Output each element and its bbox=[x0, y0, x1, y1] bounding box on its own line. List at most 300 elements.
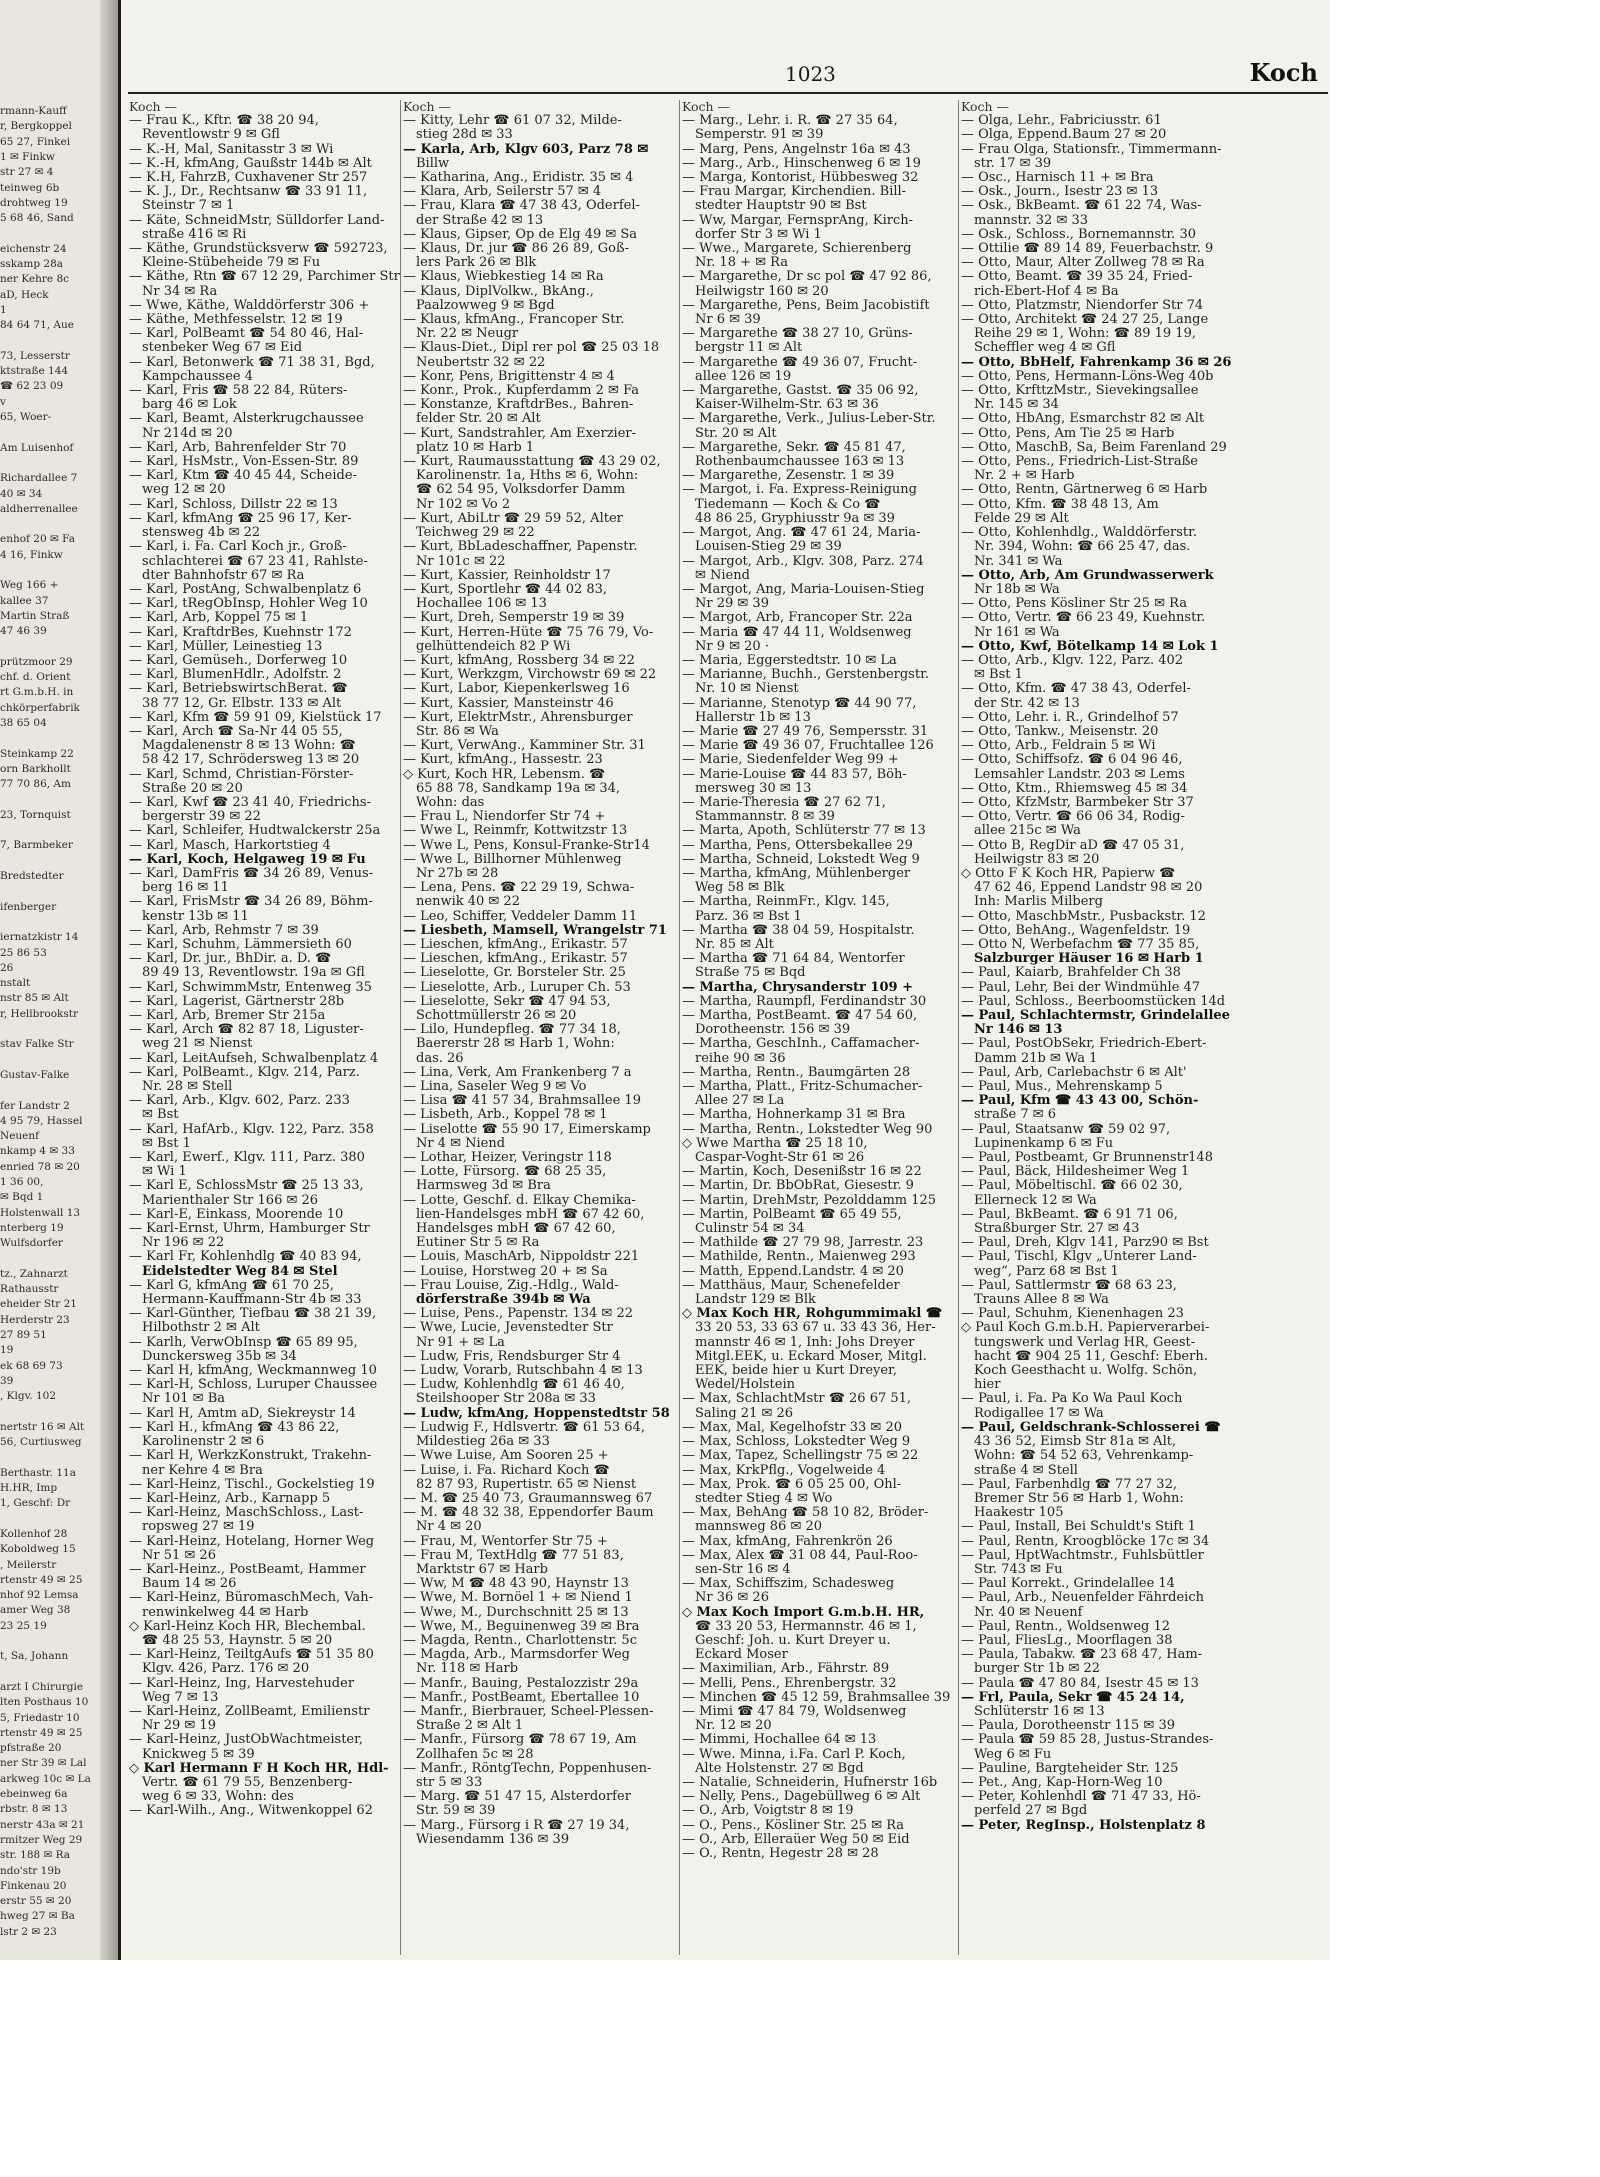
directory-entry: — Otto, Pens., Friedrich-List-Straße bbox=[961, 455, 1199, 470]
directory-column-2 bbox=[402, 100, 676, 1980]
directory-entry: — Karl-E, Einkass, Moorende 10 bbox=[129, 1207, 344, 1222]
directory-entry: Landstr 129 ✉ Blk bbox=[695, 1293, 816, 1308]
directory-entry: Billw bbox=[416, 156, 450, 171]
directory-entry: dter Bahnhofstr 67 ✉ Ra bbox=[142, 568, 305, 583]
gutter-text-fragment: 23 25 19 bbox=[0, 1619, 47, 1632]
directory-entry: Teichweg 29 ✉ 22 bbox=[416, 526, 535, 541]
directory-entry: — Martin, DrehMstr, Pezolddamm 125 bbox=[682, 1193, 937, 1208]
directory-entry: gelhüttendeich 82 P Wi bbox=[416, 639, 571, 654]
directory-entry: stedter Hauptstr 90 ✉ Bst bbox=[695, 199, 867, 214]
directory-entry: — Karl-Heinz, TeiltgAufs ☎ 51 35 80 bbox=[129, 1648, 374, 1663]
directory-entry: rich-Ebert-Hof 4 ✉ Ba bbox=[974, 284, 1119, 299]
gutter-text-fragment: ek 68 69 73 bbox=[0, 1359, 63, 1372]
directory-entry: Koch Geesthacht u. Wolfg. Schön, bbox=[974, 1364, 1198, 1379]
gutter-text-fragment: 25 86 53 bbox=[0, 946, 47, 959]
gutter-text-fragment: arkweg 10c ✉ La bbox=[0, 1772, 91, 1785]
gutter-text-fragment: nstr 85 ✉ Alt bbox=[0, 992, 69, 1005]
gutter-text-fragment: 4 95 79, Hassel bbox=[0, 1114, 83, 1127]
directory-entry: — Ludw, Vorarb, Rutschbahn 4 ✉ 13 bbox=[403, 1364, 643, 1379]
directory-entry: — Ottilie ☎ 89 14 89, Feuerbachstr. 9 bbox=[961, 242, 1214, 257]
directory-entry: — Martha ☎ 71 64 84, Wentorfer bbox=[682, 952, 905, 967]
directory-entry: — Karl, HafArb., Klgv. 122, Parz. 358 bbox=[129, 1122, 374, 1137]
directory-entry: — Karl H, Amtm aD, Siekreystr 14 bbox=[129, 1406, 356, 1421]
directory-entry: — Paul, Postbeamt, Gr Brunnenstr148 bbox=[961, 1151, 1213, 1166]
directory-entry: — Paul, Schlachtermstr, Grindelallee bbox=[961, 1009, 1230, 1023]
directory-entry: — Wwe. Minna, i.Fa. Carl P. Koch, bbox=[682, 1747, 906, 1762]
directory-entry: nenwik 40 ✉ 22 bbox=[416, 895, 520, 910]
directory-entry: — K.-H, Mal, Sanitasstr 3 ✉ Wi bbox=[129, 142, 334, 157]
gutter-text-fragment: Finkenau 20 bbox=[0, 1879, 67, 1892]
directory-entry: — Karl, SchwimmMstr, Entenweg 35 bbox=[129, 980, 372, 995]
directory-entry: allee 126 ✉ 19 bbox=[695, 369, 792, 384]
gutter-text-fragment: Neuenf bbox=[0, 1130, 40, 1143]
directory-entry: — Maria, Eggerstedtstr. 10 ✉ La bbox=[682, 653, 897, 668]
gutter-text-fragment: drohtweg 19 bbox=[0, 196, 68, 209]
gutter-text-fragment: fer Landstr 2 bbox=[0, 1099, 70, 1112]
directory-entry: — Otto, Arb, Am Grundwasserwerk bbox=[961, 568, 1214, 583]
directory-entry: — Martin, Dr. BbObRat, Giesestr. 9 bbox=[682, 1179, 914, 1194]
directory-entry: — Lisbeth, Arb., Koppel 78 ✉ 1 bbox=[403, 1108, 608, 1123]
gutter-text-fragment: lstr 2 ✉ 23 bbox=[0, 1925, 57, 1938]
directory-entry: Schlüterstr 16 ✉ 13 bbox=[974, 1704, 1105, 1719]
directory-entry: weg 21 ✉ Nienst bbox=[142, 1037, 253, 1052]
directory-entry: — Karla, Arb, Klgv 603, Parz 78 ✉ bbox=[403, 142, 649, 157]
directory-entry: Straße 2 ✉ Alt 1 bbox=[416, 1719, 524, 1734]
directory-entry: Nr. 22 ✉ Neugr bbox=[416, 327, 519, 342]
directory-entry: — Karl, PolBeamt., Klgv. 214, Parz. bbox=[129, 1065, 360, 1080]
directory-entry: Neubertstr 32 ✉ 22 bbox=[416, 355, 546, 370]
directory-entry: — Paul, Install, Bei Schuldt's Stift 1 bbox=[961, 1520, 1196, 1535]
directory-entry: — Käthe, Rtn ☎ 67 12 29, Parchimer Str bbox=[129, 270, 400, 285]
directory-entry: — Karl, Arb, Koppel 75 ✉ 1 bbox=[129, 611, 309, 626]
directory-entry: — Lisa ☎ 41 57 34, Brahmsallee 19 bbox=[403, 1094, 641, 1109]
directory-entry: — Karl-Heinz., PostBeamt, Hammer bbox=[129, 1562, 366, 1577]
directory-entry: — Klaus, Dr. jur ☎ 86 26 89, Goß- bbox=[403, 242, 630, 257]
gutter-text-fragment: 1 36 00, bbox=[0, 1176, 44, 1188]
directory-entry: — Magda, Rentn., Charlottenstr. 5c bbox=[403, 1633, 637, 1648]
gutter-text-fragment: chkörperfabrik bbox=[0, 701, 80, 714]
directory-entry: — Olga, Eppend.Baum 27 ✉ 20 bbox=[961, 128, 1167, 143]
directory-entry: 33 20 53, 33 63 67 u. 33 43 36, Her- bbox=[695, 1321, 936, 1336]
directory-entry: — Karl-Heinz, Arb., Karnapp 5 bbox=[129, 1491, 331, 1506]
directory-entry: — Karl, Masch, Harkortstieg 4 bbox=[129, 838, 331, 853]
directory-entry: Kampchaussee 4 bbox=[142, 369, 254, 384]
directory-entry: — Karl-Heinz, BüromaschMech, Vah- bbox=[129, 1591, 374, 1606]
directory-entry: — Karl, Arb, Rehmstr 7 ✉ 39 bbox=[129, 923, 319, 938]
directory-entry: — Lieselotte, Sekr ☎ 47 94 53, bbox=[403, 994, 611, 1009]
directory-entry: — Wwe, M. Bornöel 1 + ✉ Niend 1 bbox=[403, 1591, 633, 1606]
directory-entry: — K.H, FahrzB, Cuxhavener Str 257 bbox=[129, 171, 368, 186]
gutter-text-fragment: rmitzer Weg 29 bbox=[0, 1833, 83, 1846]
directory-entry: — Karl H, kfmAng, Weckmannweg 10 bbox=[129, 1364, 377, 1379]
directory-entry: Steilshooper Str 208a ✉ 33 bbox=[416, 1392, 596, 1407]
directory-entry: — Karl-Heinz, ZollBeamt, Emilienstr bbox=[129, 1704, 370, 1719]
directory-entry: — Karl, tRegObInsp, Hohler Weg 10 bbox=[129, 597, 368, 612]
directory-entry: — Karl, Koch, Helgaweg 19 ✉ Fu bbox=[129, 852, 366, 867]
directory-entry: — Peter, RegInsp., Holstenplatz 8 bbox=[961, 1818, 1206, 1833]
directory-entry: — Karl, HsMstr., Von-Essen-Str. 89 bbox=[129, 455, 359, 470]
directory-entry: Str. 86 ✉ Wa bbox=[416, 724, 499, 739]
directory-entry: — Paul, Rentn., Woldsenweg 12 bbox=[961, 1619, 1171, 1634]
directory-entry: — Karl, Arb., Klgv. 602, Parz. 233 bbox=[129, 1094, 350, 1109]
directory-entry: Magdalenenstr 8 ✉ 13 Wohn: ☎ bbox=[142, 739, 356, 754]
gutter-text-fragment: v bbox=[0, 395, 6, 408]
gutter-text-fragment: Steinkamp 22 bbox=[0, 747, 74, 760]
directory-entry: — Karl, Schleifer, Hudtwalckerstr 25a bbox=[129, 824, 381, 839]
gutter-text-fragment: arzt I Chirurgie bbox=[0, 1680, 84, 1693]
gutter-text-fragment: Wulfsdorfer bbox=[0, 1237, 63, 1250]
directory-entry: Reventlowstr 9 ✉ Gfl bbox=[142, 128, 280, 143]
directory-entry: Nr 51 ✉ 26 bbox=[142, 1548, 216, 1563]
directory-entry: Nr 146 ✉ 13 bbox=[974, 1023, 1063, 1038]
directory-entry: felder Str. 20 ✉ Alt bbox=[416, 412, 541, 427]
directory-entry: — Ww, M ☎ 48 43 90, Haynstr 13 bbox=[403, 1577, 629, 1592]
gutter-text-fragment: 7, Barmbeker bbox=[0, 839, 73, 852]
directory-entry: — Frau, M, Wentorfer Str 75 + bbox=[403, 1534, 608, 1549]
directory-entry: — Karl, Gemüseh., Dorferweg 10 bbox=[129, 653, 348, 668]
directory-entry: — Martha, ReinmFr., Klgv. 145, bbox=[682, 895, 890, 910]
gutter-text-fragment: rt G.m.b.H. in bbox=[0, 686, 74, 699]
gutter-text-fragment: ifenberger bbox=[0, 900, 57, 913]
directory-entry: — Otto, Vertr. ☎ 66 06 34, Rodig- bbox=[961, 810, 1185, 825]
directory-entry: — Paul, HptWachtmstr., Fuhlsbüttler bbox=[961, 1548, 1204, 1563]
directory-entry: — Karl, Schuhm, Lämmersieth 60 bbox=[129, 937, 352, 952]
gutter-text-fragment: aldherrenallee bbox=[0, 502, 78, 515]
directory-entry: — Konr, Pens, Brigittenstr 4 ✉ 4 bbox=[403, 369, 615, 384]
directory-entry: — Otto, HbAng, Esmarchstr 82 ✉ Alt bbox=[961, 412, 1205, 427]
directory-entry: — Max, Tapez, Schellingstr 75 ✉ 22 bbox=[682, 1449, 919, 1464]
gutter-text-fragment: Weg 166 + bbox=[0, 579, 59, 592]
directory-entry: hacht ☎ 904 25 11, Geschf: Eberh. bbox=[974, 1349, 1208, 1364]
directory-entry: Wohn: das bbox=[416, 795, 485, 810]
gutter-text-fragment: lten Posthaus 10 bbox=[0, 1696, 89, 1709]
directory-entry: — Katharina, Ang., Eridistr. 35 ✉ 4 bbox=[403, 171, 634, 186]
directory-entry: — Max, kfmAng, Fahrenkrön 26 bbox=[682, 1534, 893, 1549]
directory-entry: perfeld 27 ✉ Bgd bbox=[974, 1804, 1088, 1819]
directory-entry: — Otto, BehAng., Wagenfeldstr. 19 bbox=[961, 923, 1191, 938]
directory-entry: Eidelstedter Weg 84 ✉ Stel bbox=[142, 1264, 338, 1279]
directory-entry: — Otto, Arb., Feldrain 5 ✉ Wi bbox=[961, 739, 1156, 754]
directory-entry: — Karl, Arb, Bahrenfelder Str 70 bbox=[129, 440, 347, 455]
gutter-text-fragment: 40 ✉ 34 bbox=[0, 487, 43, 500]
directory-entry: Nr 196 ✉ 22 bbox=[142, 1236, 225, 1251]
directory-entry: straße 416 ✉ Ri bbox=[142, 227, 247, 242]
gutter-text-fragment: chf. d. Orient bbox=[0, 671, 71, 684]
directory-entry: — Lena, Pens. ☎ 22 29 19, Schwa- bbox=[403, 881, 635, 896]
directory-column-1 bbox=[128, 100, 402, 1980]
directory-entry: — Otto, Pens Kösliner Str 25 ✉ Ra bbox=[961, 597, 1187, 612]
directory-entry: — Kurt, Herren-Hüte ☎ 75 76 79, Vo- bbox=[403, 625, 654, 640]
column-head: Koch — bbox=[129, 100, 178, 114]
directory-entry: — Karl, Beamt, Alsterkrugchaussee bbox=[129, 412, 364, 427]
directory-entry: — Otto, BbHelf, Fahrenkamp 36 ✉ 26 bbox=[961, 355, 1232, 370]
gutter-text-fragment: tz., Zahnarzt bbox=[0, 1267, 68, 1280]
directory-entry: — Liselotte ☎ 55 90 17, Eimerskamp bbox=[403, 1122, 651, 1137]
directory-entry: — Paul, Rentn, Kroogblöcke 17c ✉ 34 bbox=[961, 1534, 1210, 1549]
gutter-text-fragment: 5 68 46, Sand bbox=[0, 212, 74, 225]
directory-entry: — Margot, Ang, Maria-Louisen-Stieg bbox=[682, 582, 925, 597]
directory-entry: Steinstr 7 ✉ 1 bbox=[142, 199, 235, 214]
directory-entry: mannsweg 86 ✉ 20 bbox=[695, 1520, 823, 1535]
directory-entry: Klgv. 426, Parz. 176 ✉ 20 bbox=[142, 1662, 310, 1677]
directory-entry: Dunckersweg 35b ✉ 34 bbox=[142, 1349, 297, 1364]
directory-entry: — Ludwig F., Hdlsvertr. ☎ 61 53 64, bbox=[403, 1420, 645, 1435]
directory-entry: — Wwe Luise, Am Sooren 25 + bbox=[403, 1449, 609, 1464]
directory-entry: — Martha, Rentn., Baumgärten 28 bbox=[682, 1065, 911, 1080]
directory-entry: Nr 18b ✉ Wa bbox=[974, 582, 1060, 597]
directory-entry: dorfer Str 3 ✉ Wi 1 bbox=[695, 227, 822, 242]
directory-entry: — Karl, Arch ☎ Sa-Nr 44 05 55, bbox=[129, 724, 343, 739]
directory-entry: — Karl, Betonwerk ☎ 71 38 31, Bgd, bbox=[129, 355, 375, 370]
directory-entry: — Kurt, AbiLtr ☎ 29 59 52, Alter bbox=[403, 511, 623, 526]
directory-entry: — Frau M, TextHdlg ☎ 77 51 83, bbox=[403, 1548, 624, 1563]
directory-entry: — Lieselotte, Arb., Luruper Ch. 53 bbox=[403, 980, 631, 995]
directory-entry: — Margarethe ☎ 38 27 10, Grüns- bbox=[682, 327, 913, 342]
gutter-text-fragment: enhof 20 ✉ Fa bbox=[0, 533, 75, 546]
directory-entry: — Liesbeth, Mamsell, Wrangelstr 71 bbox=[403, 923, 667, 938]
directory-entry: Trauns Allee 8 ✉ Wa bbox=[974, 1293, 1109, 1308]
scan-background bbox=[1330, 0, 1600, 1960]
directory-entry: Damm 21b ✉ Wa 1 bbox=[974, 1051, 1098, 1066]
gutter-text-fragment: nhof 92 Lemsa bbox=[0, 1589, 79, 1602]
directory-entry: — Paul, Arb, Carlebachstr 6 ✉ Alt' bbox=[961, 1065, 1187, 1080]
gutter-text-fragment: H.HR, Imp bbox=[0, 1482, 58, 1494]
directory-entry: Marktstr 67 ✉ Harb bbox=[416, 1562, 548, 1577]
directory-entry: Rothenbaumchaussee 163 ✉ 13 bbox=[695, 455, 905, 470]
gutter-text-fragment: 4 16, Finkw bbox=[0, 548, 63, 561]
gutter-text-fragment: rtenstr 49 ✉ 25 bbox=[0, 1726, 83, 1739]
gutter-text-fragment: 39 bbox=[0, 1374, 14, 1387]
directory-entry: Nr 29 ✉ 39 bbox=[695, 597, 769, 612]
directory-entry: — Otto, MaschbMstr., Pusbackstr. 12 bbox=[961, 909, 1206, 924]
directory-entry: Paalzowweg 9 ✉ Bgd bbox=[416, 298, 555, 313]
directory-entry: — Martha, PostBeamt. ☎ 47 54 60, bbox=[682, 1009, 918, 1023]
directory-entry: 43 36 52, Eimsb Str 81a ✉ Alt, bbox=[974, 1435, 1177, 1450]
gutter-text-fragment: Rathausstr bbox=[0, 1283, 59, 1296]
gutter-text-fragment: t, Sa, Johann bbox=[0, 1650, 69, 1663]
directory-entry: ◇ Karl-Heinz Koch HR, Blechembal. bbox=[129, 1619, 366, 1634]
directory-entry: Scheffler weg 4 ✉ Gfl bbox=[974, 341, 1116, 356]
column-head: Koch — bbox=[403, 100, 452, 114]
column-divider bbox=[958, 100, 959, 1955]
directory-entry: — Kurt, Labor, Kiepenkerlsweg 16 bbox=[403, 682, 630, 697]
header-rule bbox=[128, 92, 1328, 94]
directory-entry: — Otto, Pens, Hermann-Löns-Weg 40b bbox=[961, 369, 1214, 384]
directory-entry: Nr. 145 ✉ 34 bbox=[974, 398, 1059, 413]
gutter-text-fragment: 65 27, Finkei bbox=[0, 135, 71, 148]
directory-entry: ☎ 62 54 95, Volksdorfer Damm bbox=[416, 483, 626, 498]
directory-entry: Weg 58 ✉ Blk bbox=[695, 881, 785, 896]
directory-column-4 bbox=[960, 100, 1234, 1980]
directory-entry: — Karlh, VerwObInsp ☎ 65 89 95, bbox=[129, 1335, 358, 1350]
directory-entry: — Otto, KfzMstr, Barmbeker Str 37 bbox=[961, 795, 1194, 810]
directory-entry: Nr 214d ✉ 20 bbox=[142, 426, 233, 441]
gutter-text-fragment: ndo'str 19b bbox=[0, 1864, 61, 1877]
directory-entry: Wedel/Holstein bbox=[695, 1378, 795, 1393]
directory-entry: — Karl, KraftdrBes, Kuehnstr 172 bbox=[129, 625, 352, 640]
directory-entry: — Konr., Prok., Kupferdamm 2 ✉ Fa bbox=[403, 384, 639, 399]
directory-entry: — Mathilde, Rentn., Maienweg 293 bbox=[682, 1250, 916, 1265]
gutter-text-fragment: stav Falke Str bbox=[0, 1038, 74, 1051]
directory-entry: — Lotte, Geschf. d. Elkay Chemika- bbox=[403, 1193, 636, 1208]
gutter-text-fragment: , Klgv. 102 bbox=[0, 1390, 57, 1403]
directory-entry: schlachterei ☎ 67 23 41, Rahlste- bbox=[142, 554, 368, 569]
directory-entry: stieg 28d ✉ 33 bbox=[416, 128, 513, 143]
directory-entry: — Otto, Rentn, Gärtnerweg 6 ✉ Harb bbox=[961, 483, 1208, 498]
directory-entry: Straßburger Str. 27 ✉ 43 bbox=[974, 1222, 1140, 1237]
directory-entry: — Matth, Eppend.Landstr. 4 ✉ 20 bbox=[682, 1264, 904, 1279]
directory-entry: Bremer Str 56 ✉ Harb 1, Wohn: bbox=[974, 1491, 1184, 1506]
gutter-text-fragment: str. 188 ✉ Ra bbox=[0, 1849, 71, 1862]
gutter-text-fragment: eheider Str 21 bbox=[0, 1298, 77, 1311]
directory-entry: — Paul, Staatsanw ☎ 59 02 97, bbox=[961, 1122, 1171, 1137]
directory-entry: 48 86 25, Gryphiusstr 9a ✉ 39 bbox=[695, 511, 895, 526]
directory-entry: kenstr 13b ✉ 11 bbox=[142, 909, 249, 924]
directory-entry: — Karl, PolBeamt ☎ 54 80 46, Hal- bbox=[129, 327, 364, 342]
directory-entry: — Pet., Ang, Kap-Horn-Weg 10 bbox=[961, 1775, 1163, 1790]
directory-entry: — O., Arb, Voigtstr 8 ✉ 19 bbox=[682, 1804, 854, 1819]
directory-entry: — Frau Margar, Kirchendien. Bill- bbox=[682, 185, 907, 200]
directory-entry: — Marg. ☎ 51 47 15, Alsterdorfer bbox=[403, 1790, 631, 1805]
directory-entry: — Martha, Hohnerkamp 31 ✉ Bra bbox=[682, 1108, 906, 1123]
directory-entry: — O., Pens., Kösliner Str. 25 ✉ Ra bbox=[682, 1818, 905, 1833]
directory-entry: — Karl, LeitAufseh, Schwalbenplatz 4 bbox=[129, 1051, 379, 1066]
directory-entry: Nr 6 ✉ 39 bbox=[695, 313, 761, 328]
directory-entry: — Karl, Müller, Leinestieg 13 bbox=[129, 639, 323, 654]
directory-entry: — Pauline, Bargteheider Str. 125 bbox=[961, 1761, 1179, 1776]
directory-entry: — Otto, Kwf, Bötelkamp 14 ✉ Lok 1 bbox=[961, 639, 1219, 654]
directory-entry: Str. 59 ✉ 39 bbox=[416, 1804, 496, 1819]
directory-entry: — Margarethe, Pens, Beim Jacobistift bbox=[682, 298, 930, 313]
directory-entry: — Marga, Kontorist, Hübbesweg 32 bbox=[682, 171, 919, 186]
directory-entry: — Marianne, Buchh., Gerstenbergstr. bbox=[682, 668, 929, 683]
directory-entry: Rodigallee 17 ✉ Wa bbox=[974, 1406, 1104, 1421]
directory-entry: — Marie, Siedenfelder Weg 99 + bbox=[682, 753, 899, 768]
directory-entry: — Manfr., Fürsorg ☎ 78 67 19, Am bbox=[403, 1733, 637, 1748]
directory-entry: — Frl, Paula, Sekr ☎ 45 24 14, bbox=[961, 1690, 1185, 1705]
directory-entry: — Martha ☎ 38 04 59, Hospitalstr. bbox=[682, 923, 915, 938]
directory-entry: — Paul Korrekt., Grindelallee 14 bbox=[961, 1577, 1175, 1592]
gutter-text-fragment: iernatzkistr 14 bbox=[0, 931, 79, 944]
directory-entry: Knickweg 5 ✉ 39 bbox=[142, 1747, 255, 1762]
directory-entry: — Klaus, kfmAng., Francoper Str. bbox=[403, 313, 625, 328]
directory-entry: — Wwe L, Billhorner Mühlenweg bbox=[403, 852, 622, 867]
column-head: Koch — bbox=[961, 100, 1010, 114]
directory-entry: — Marta, Apoth, Schlüterstr 77 ✉ 13 bbox=[682, 824, 926, 839]
directory-entry: lien-Handelsges mbH ☎ 67 42 60, bbox=[416, 1207, 645, 1222]
directory-entry: — Otto B, RegDir aD ☎ 47 05 31, bbox=[961, 838, 1185, 853]
directory-entry: dörferstraße 394b ✉ Wa bbox=[416, 1293, 591, 1308]
directory-entry: Alte Holstenstr. 27 ✉ Bgd bbox=[695, 1761, 864, 1776]
directory-entry: Dorotheenstr. 156 ✉ 39 bbox=[695, 1023, 851, 1038]
directory-entry: — Karl, Ktm ☎ 40 45 44, Scheide- bbox=[129, 469, 357, 484]
directory-entry: — Margarethe, Sekr. ☎ 45 81 47, bbox=[682, 440, 906, 455]
directory-entry: straße 7 ✉ 6 bbox=[974, 1108, 1057, 1123]
directory-entry: — Otto, MaschB, Sa, Beim Farenland 29 bbox=[961, 440, 1227, 455]
directory-entry: ✉ Wi 1 bbox=[142, 1165, 187, 1180]
gutter-text-fragment: Kollenhof 28 bbox=[0, 1527, 68, 1540]
directory-entry: — Karl, Arb, Bremer Str 215a bbox=[129, 1009, 326, 1023]
page-number: 1023 bbox=[785, 62, 836, 86]
directory-entry: Hochallee 106 ✉ 13 bbox=[416, 597, 547, 612]
directory-entry: weg“, Parz 68 ✉ Bst 1 bbox=[974, 1264, 1119, 1279]
directory-entry: — Wwe L, Reinmfr, Kottwitzstr 13 bbox=[403, 824, 628, 839]
directory-entry: — Manfr., RöntgTechn, Poppenhusen- bbox=[403, 1761, 652, 1776]
gutter-text-fragment: teinweg 6b bbox=[0, 181, 60, 194]
directory-entry: — Otto N, Werbefachm ☎ 77 35 85, bbox=[961, 937, 1200, 952]
directory-entry: Mildestieg 26a ✉ 33 bbox=[416, 1435, 550, 1450]
directory-entry: — Karl, PostAng, Schwalbenplatz 6 bbox=[129, 582, 362, 597]
directory-entry: — Marg., Arb., Hinschenweg 6 ✉ 19 bbox=[682, 156, 921, 171]
directory-entry: ropsweg 27 ✉ 19 bbox=[142, 1520, 255, 1535]
directory-entry: burger Str 1b ✉ 22 bbox=[974, 1662, 1101, 1677]
directory-entry: — K. J., Dr., Rechtsanw ☎ 33 91 11, bbox=[129, 185, 368, 200]
gutter-text-fragment: 65, Woer- bbox=[0, 411, 52, 423]
directory-entry: renwinkelweg 44 ✉ Harb bbox=[142, 1605, 309, 1620]
directory-entry: — Otto, Arb., Klgv. 122, Parz. 402 bbox=[961, 653, 1184, 668]
directory-entry: Nr. 2 + ✉ Harb bbox=[974, 469, 1075, 484]
gutter-shadow bbox=[100, 0, 118, 1960]
gutter-text-fragment: ✉ Bqd 1 bbox=[0, 1191, 44, 1204]
directory-entry: Tiedemann — Koch & Co ☎ bbox=[695, 497, 881, 512]
directory-entry: Nr 27b ✉ 28 bbox=[416, 866, 499, 881]
directory-entry: — Karl, FrisMstr ☎ 34 26 89, Böhm- bbox=[129, 895, 373, 910]
directory-entry: ✉ Bst bbox=[142, 1108, 179, 1123]
directory-entry: — Paul, Lehr, Bei der Windmühle 47 bbox=[961, 980, 1201, 995]
directory-entry: — Karl-Heinz, MaschSchloss., Last- bbox=[129, 1506, 364, 1521]
directory-entry: — Paul, Sattlermstr ☎ 68 63 23, bbox=[961, 1278, 1177, 1293]
directory-entry: — Karl, BetriebswirtschBerat. ☎ bbox=[129, 682, 348, 697]
directory-entry: Geschf: Joh. u. Kurt Dreyer u. bbox=[695, 1633, 891, 1648]
gutter-text-fragment: r, Hellbrookstr bbox=[0, 1007, 79, 1020]
directory-entry: ✉ Bst 1 bbox=[974, 668, 1023, 683]
gutter-text-fragment: enried 78 ✉ 20 bbox=[0, 1160, 80, 1173]
scan-background-bottom bbox=[0, 1960, 1330, 2177]
directory-entry: — Peter, Kohlenhdl ☎ 71 47 33, Hö- bbox=[961, 1790, 1201, 1805]
gutter-text-fragment: aD, Heck bbox=[0, 288, 49, 301]
gutter-text-fragment: , Meilerstr bbox=[0, 1558, 57, 1571]
directory-entry: — Karl-Günther, Tiefbau ☎ 38 21 39, bbox=[129, 1307, 377, 1322]
directory-entry: — Otto, Kfm. ☎ 38 48 13, Am bbox=[961, 497, 1159, 512]
directory-entry: Vertr. ☎ 61 79 55, Benzenberg- bbox=[142, 1775, 353, 1790]
gutter-text-fragment: hweg 27 ✉ Ba bbox=[0, 1910, 75, 1923]
directory-entry: — Max, Mal, Kegelhofstr 33 ✉ 20 bbox=[682, 1420, 902, 1435]
gutter-text-fragment: rmann-Kauff bbox=[0, 105, 67, 117]
directory-entry: — Marg., Lehr. i. R. ☎ 27 35 64, bbox=[682, 114, 898, 129]
directory-entry: — Karl-Heinz, Hotelang, Horner Weg bbox=[129, 1534, 375, 1549]
gutter-text-fragment: kallee 37 bbox=[0, 594, 49, 607]
directory-entry: ◇ Otto F K Koch HR, Papierw ☎ bbox=[961, 866, 1176, 881]
directory-entry: — Karl, Ewerf., Klgv. 111, Parz. 380 bbox=[129, 1151, 365, 1166]
directory-entry: — Wwe, Käthe, Walddörferstr 306 + bbox=[129, 298, 370, 313]
directory-entry: — Paul, BkBeamt. ☎ 6 91 71 06, bbox=[961, 1207, 1178, 1222]
gutter-text-fragment: Richardallee 7 bbox=[0, 472, 78, 485]
directory-entry: Nr. 18 + ✉ Ra bbox=[695, 256, 788, 271]
directory-entry: — Paul, Arb., Neuenfelder Fährdeich bbox=[961, 1591, 1204, 1606]
gutter-text-fragment: sskamp 28a bbox=[0, 258, 64, 270]
directory-entry: — Luise, i. Fa. Richard Koch ☎ bbox=[403, 1463, 610, 1478]
gutter-text-fragment: Koboldweg 15 bbox=[0, 1543, 76, 1556]
directory-entry: — Manfr., Bauing, Pestalozzistr 29a bbox=[403, 1676, 639, 1691]
gutter-text-fragment: eichenstr 24 bbox=[0, 242, 67, 255]
directory-entry: Str. 20 ✉ Alt bbox=[695, 426, 777, 441]
directory-entry: Karolinenstr. 1a, Hths ✉ 6, Wohn: bbox=[416, 469, 639, 484]
directory-entry: 38 77 12, Gr. Elbstr. 133 ✉ Alt bbox=[142, 696, 342, 711]
directory-entry: — Otto, Platzmstr, Niendorfer Str 74 bbox=[961, 298, 1204, 313]
directory-entry: — Kurt, BbLadeschaffner, Papenstr. bbox=[403, 540, 638, 555]
directory-entry: — Paul, Schuhm, Kienenhagen 23 bbox=[961, 1307, 1184, 1322]
running-head: Koch bbox=[1249, 58, 1318, 87]
